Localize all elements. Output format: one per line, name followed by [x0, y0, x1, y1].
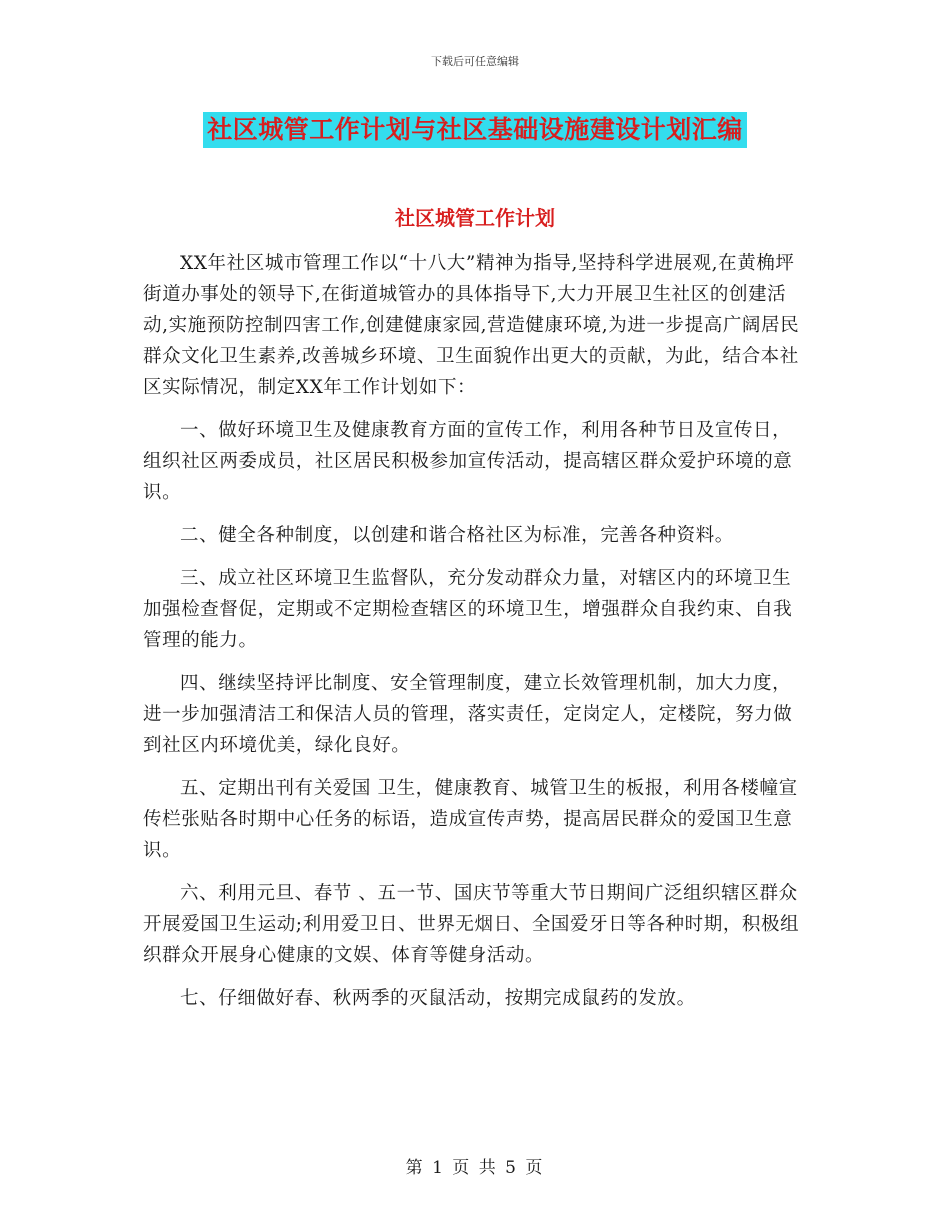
- page-header-note: 下载后可任意编辑: [431, 55, 519, 68]
- paragraph-item-6: 六、利用元旦、春节 、五一节、国庆节等重大节日期间广泛组织辖区群众开展爱国卫生运动;利用爱卫日、世界无烟日、全国爱牙日等各种时期，积极组织群众开展身心健康的文娱、体育等健身活动。: [143, 883, 800, 966]
- paragraph-item-4: 四、继续坚持评比制度、安全管理制度，建立长效管理机制，加大力度，进一步加强清洁工和保洁人员的管理，落实责任，定岗定人，定楼院，努力做到社区内环境优美，绿化良好。: [143, 673, 793, 756]
- paragraph-item-2: 二、健全各种制度，以创建和谐合格社区为标准，完善各种资料。: [180, 525, 734, 546]
- document-title: 社区城管工作计划与社区基础设施建设计划汇编: [203, 112, 747, 148]
- document-title-container: [0, 112, 950, 148]
- section-title: 社区城管工作计划: [395, 206, 555, 230]
- paragraph-item-7: 七、仔细做好春、秋两季的灭鼠活动，按期完成鼠药的发放。: [180, 988, 696, 1009]
- paragraph-intro: XX年社区城市管理工作以“十八大”精神为指导,坚持科学进展观,在黄桷坪街道办事处的领导下,在街道城管办的具体指导下,大力开展卫生社区的创建活动,实施预防控制四害工作,创建健康家园,营造健康环境,为进一步提高广阔居民群众文化卫生素养,改善城乡环境、卫生面貌作出更大的贡献，为此，结合本社区实际情况，制定XX年工作计划如下：: [143, 253, 800, 398]
- page-number-footer: 第 1 页 共 5 页: [405, 1158, 545, 1178]
- document-body: [143, 248, 808, 1026]
- paragraph-item-1: 一、做好环境卫生及健康教育方面的宣传工作，利用各种节日及宣传日，组织社区两委成员，社区居民积极参加宣传活动，提高辖区群众爱护环境的意识。: [143, 420, 793, 503]
- paragraph-item-3: 三、成立社区环境卫生监督队，充分发动群众力量，对辖区内的环境卫生加强检查督促，定期或不定期检查辖区的环境卫生，增强群众自我约束、自我管理的能力。: [143, 568, 793, 651]
- paragraph-item-5: 五、定期出刊有关爱国 卫生，健康教育、城管卫生的板报，利用各楼幢宣传栏张贴各时期中心任务的标语，造成宣传声势，提高居民群众的爱国卫生意识。: [143, 778, 798, 861]
